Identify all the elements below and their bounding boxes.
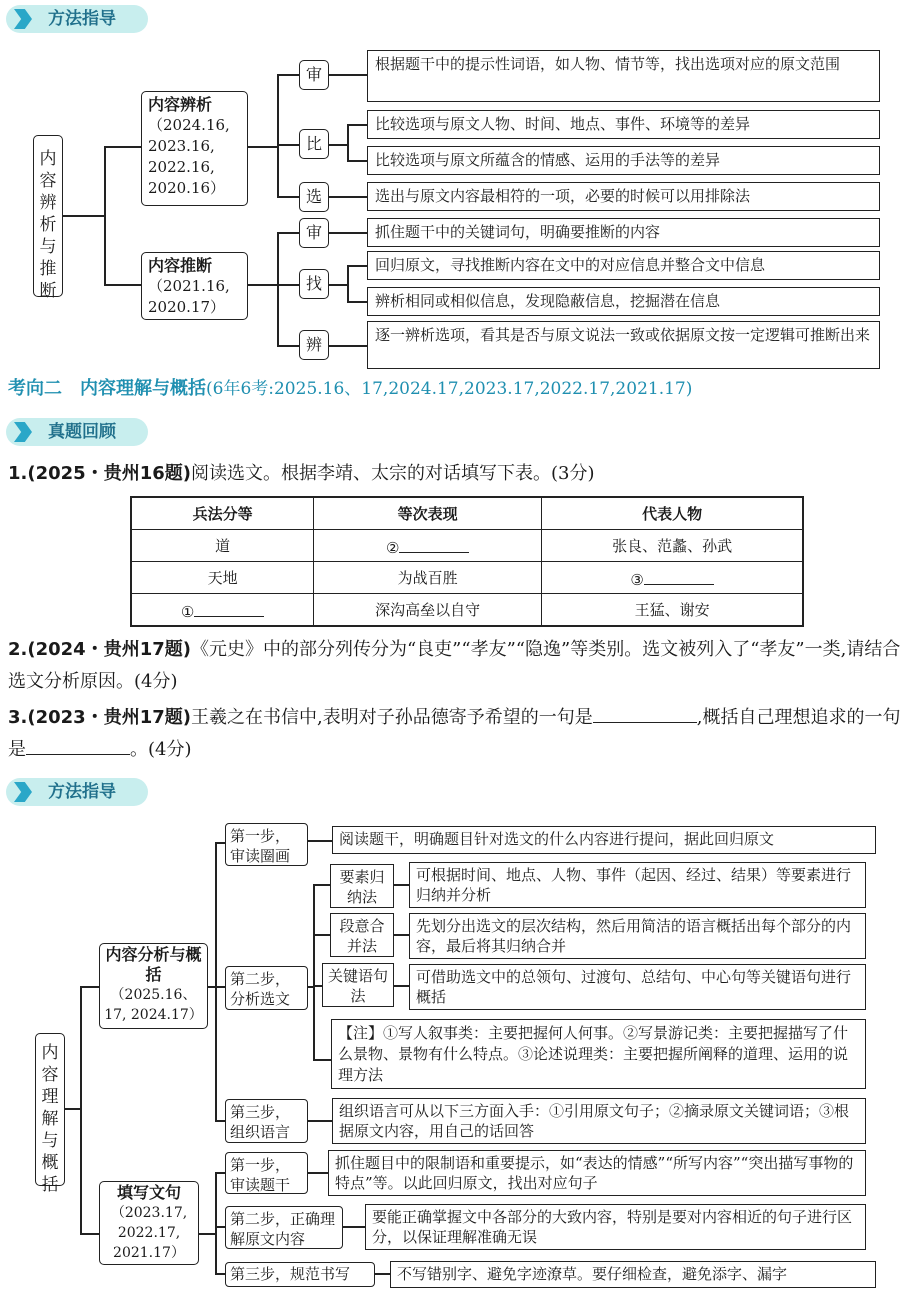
method-guide-banner: 方法指导 [6,5,148,33]
step-text: 逐一辨析选项，看其是否与原文说法一致或依据原文按一定逻辑可推断出来 [367,321,880,369]
fill-in-table [130,496,804,627]
table-row: 道 ② 张良、范蠡、孙武 [131,530,803,562]
blank-cell[interactable]: ③ [542,562,803,594]
note-text: 【注】①写人叙事类：主要把握何人何事。②写景游记类：主要把握描写了什么景物、景物有什么特点。③论述说理类：主要把握所阐释的道理、运用的说理方法 [331,1019,866,1089]
step-text: 要能正确掌握文中各部分的大致内容，特别是要对内容相近的句子进行区分，以保证理解准确无误 [365,1204,866,1250]
method-paragraph: 段意合并法 [330,913,394,957]
step-label-shen: 审 [299,60,329,90]
arrow-tag-icon [14,9,32,29]
section-heading: 考向二 内容理解与概括(6年6考:2025.16、17,2024.17,2023.17,2022.17,2021.17) [8,378,693,399]
question-1: 1.(2025・贵州16题)阅读选文。根据李靖、太宗的对话填写下表。(3分) [8,463,595,484]
method-guide-banner-2: 方法指导 [6,778,148,806]
root-node: 内容辨析与推断 [33,135,63,297]
step-2-label: 第二步，分析选文 [225,966,308,1010]
branch-years: （2025.16、17, 2024.17） [104,987,203,1023]
step-text: 组织语言可从以下三方面入手：①引用原文句子；②摘录原文关键词语；③根据原文内容，用自己的话回答 [332,1098,866,1144]
step-text: 不写错别字、避免字迹潦草。要仔细检查，避免添字、漏字 [390,1261,876,1288]
question-2: 2.(2024・贵州17题)《元史》中的部分列传分为“良吏”“孝友”“隐逸”等类别。选文被列入了“孝友”一类,请结合选文分析原因。(4分) [8,639,901,692]
method-element: 要素归纳法 [330,864,394,908]
branch-content-analysis [141,91,248,206]
branch-years: （2021.16, 2020.17） [148,277,230,316]
method-keysentence: 关键语句法 [322,963,394,1007]
branch-years: （2023.17, 2022.17, 2021.17） [110,1205,188,1261]
step-text: 抓住题目中的限制语和重要提示，如“表达的情感”“所写内容”“突出描写事物的特点”等。以此回归原文，找出对应句子 [328,1150,866,1196]
step-1-label: 第一步，审读题干 [225,1152,308,1194]
step-label-bian: 辨 [299,330,329,360]
step-label-zhao: 找 [299,269,329,299]
branch-title: 内容辨析 [148,95,213,114]
answer-blank[interactable] [26,736,130,755]
step-text: 比较选项与原文所蕴含的情感、运用的手法等的差异 [367,146,880,175]
branch-content-inference [141,252,248,320]
step-label-bi: 比 [299,129,329,159]
step-text: 阅读题干，明确题目针对选文的什么内容进行提问，据此回归原文 [332,826,876,854]
step-text: 抓住题干中的关键词句，明确要推断的内容 [367,218,880,247]
arrow-tag-icon [14,782,32,802]
step-1-label: 第一步，审读圈画 [225,823,308,866]
step-3-label: 第三步，规范书写 [225,1262,375,1287]
question-3: 3.(2023・贵州17题)王羲之在书信中,表明对子孙品德寄予希望的一句是 ,概括自己理想追求的一句是 。(4分) [8,702,908,766]
answer-blank[interactable] [593,704,697,723]
table-row: 天地 为战百胜 ③ [131,562,803,594]
step-2-label: 第二步，正确理解原文内容 [225,1206,343,1249]
step-label-xuan: 选 [299,182,329,212]
table-row: ① 深沟高垒以自守 王猛、谢安 [131,594,803,627]
branch-title: 内容推断 [148,256,213,275]
branch-years: （2024.16, 2023.16, 2022.16, 2020.16） [148,116,230,197]
step-3-label: 第三步，组织语言 [225,1099,308,1143]
method-text: 可根据时间、地点、人物、事件（起因、经过、结果）等要素进行归纳并分析 [409,862,866,908]
step-text: 辨析相同或相似信息，发现隐蔽信息，挖掘潜在信息 [367,287,880,316]
branch-title: 内容分析与概括 [105,945,202,984]
arrow-tag-icon [14,422,32,442]
method-text: 先划分出选文的层次结构，然后用简洁的语言概括出每个部分的内容，最后将其归纳合并 [409,913,866,959]
blank-cell[interactable]: ② [314,530,542,562]
method-text: 可借助选文中的总领句、过渡句、总结句、中心句等关键语句进行概括 [409,964,866,1010]
branch-analysis-summary [99,943,208,1029]
step-label-shen2: 审 [299,218,329,248]
table-header: 兵法分等 [131,497,314,530]
table-header: 等次表现 [314,497,542,530]
review-banner: 真题回顾 [6,418,148,446]
step-text: 选出与原文内容最相符的一项，必要的时候可以用排除法 [367,182,880,211]
step-text: 比较选项与原文人物、时间、地点、事件、环境等的差异 [367,110,880,139]
branch-fill-sentence [99,1181,199,1265]
table-header: 代表人物 [542,497,803,530]
step-text: 回归原文，寻找推断内容在文中的对应信息并整合文中信息 [367,251,880,280]
root-node: 内容理解与概括 [35,1033,65,1186]
blank-cell[interactable]: ① [131,594,314,627]
branch-title: 填写文句 [116,1183,181,1202]
step-text: 根据题干中的提示性词语，如人物、情节等，找出选项对应的原文范围 [367,50,880,102]
